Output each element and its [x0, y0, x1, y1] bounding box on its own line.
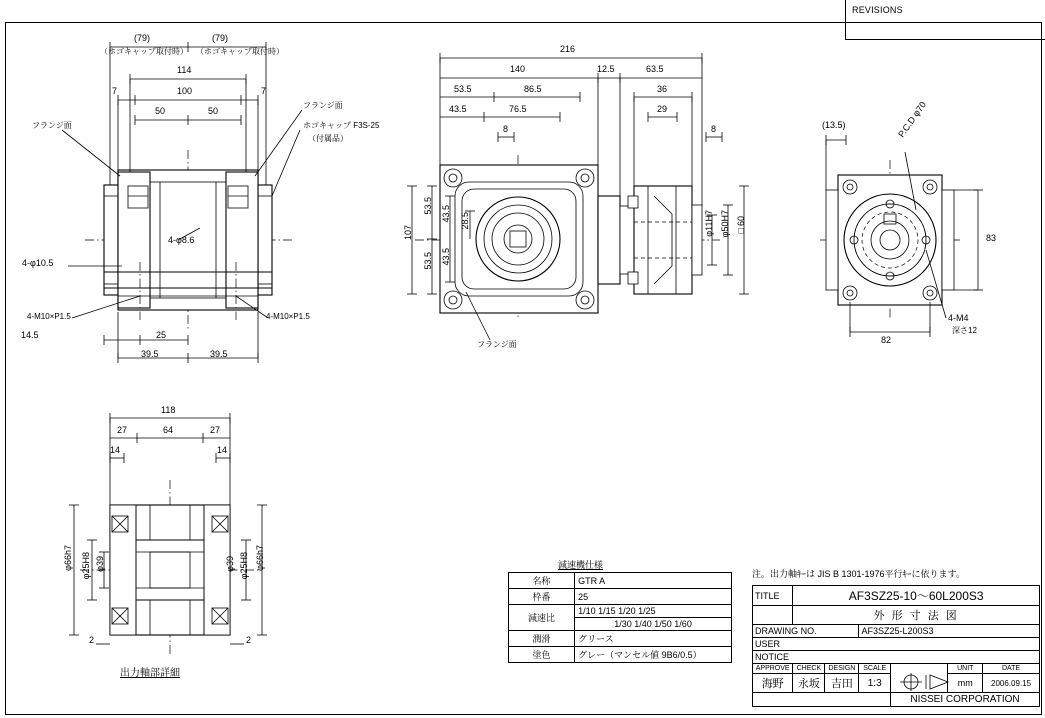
- dim-side-12-5: 12.5: [597, 64, 615, 74]
- dim-side-8-a: 8: [503, 124, 509, 134]
- dim-front-7-left: 7: [112, 86, 118, 96]
- dim-side-phi50h7: φ50H7: [720, 210, 730, 238]
- dim-front-114: 114: [177, 65, 192, 75]
- callout-m10-right: 4-M10×P1.5: [266, 312, 310, 321]
- dim-detail-27-r: 27: [210, 425, 221, 435]
- subtitle-row: [753, 606, 1040, 625]
- view-detail-geometry: [69, 413, 267, 655]
- title-sub: 外 形 寸 法 図: [793, 606, 1040, 625]
- dim-front-50-left: 50: [155, 106, 166, 116]
- detail-caption: 出力軸部詳細: [120, 668, 180, 679]
- dim-front-100: 100: [177, 86, 193, 96]
- callout-flange-left: フランジ面: [32, 121, 72, 130]
- table-row: [509, 647, 732, 663]
- title-label-spacer: [753, 606, 793, 625]
- dim-side-43-5-t: 43.5: [441, 205, 451, 223]
- spec-value-0: GTR A: [575, 573, 732, 589]
- title-label: TITLE: [753, 586, 793, 606]
- dim-side-43-5: 43.5: [449, 104, 467, 114]
- revisions-label: REVISIONS: [852, 5, 903, 15]
- spec-value-1: 25: [575, 589, 732, 605]
- dim-detail-14-l: 14: [110, 445, 121, 455]
- dim-front-39-5-r: 39.5: [210, 349, 228, 359]
- scale-label: SCALE: [859, 664, 891, 674]
- dim-detail-phi25h8-r: φ25H8: [239, 552, 249, 580]
- dim-side-53-5: 53.5: [454, 84, 472, 94]
- dim-detail-64: 64: [163, 425, 174, 435]
- dim-side-86-5: 86.5: [524, 84, 542, 94]
- dim-front-4-phi8-6: 4-φ8.6: [168, 235, 195, 245]
- unit-label: UNIT: [948, 664, 983, 674]
- spec-caption: 減速機仕様: [558, 560, 604, 570]
- key-note: 注。出力軸ｷｰは JIS B 1301-1976平行ｷｰに依ります。: [752, 569, 965, 579]
- spec-value-5: グレー（マンセル値 9B6/0.5）: [575, 647, 732, 663]
- scale-value: 1:3: [859, 674, 891, 693]
- dim-detail-phi39-l: φ39: [95, 556, 105, 572]
- dim-front-7-right: 7: [261, 86, 267, 96]
- dim-side-43-5-b: 43.5: [441, 248, 451, 266]
- note-cap-left: （ホゴキャップ取付時）: [100, 47, 188, 56]
- spec-value-3: 1/30 1/40 1/50 1/60: [575, 618, 732, 631]
- dim-side-53-5-b: 53.5: [423, 252, 433, 270]
- dim-front-50-right: 50: [208, 106, 219, 116]
- notice-label: NOTICE: [753, 651, 1040, 664]
- notice-row: [753, 651, 1040, 664]
- dim-end-82: 82: [881, 335, 892, 345]
- unit-value: mm: [948, 674, 983, 693]
- dim-side-107: 107: [403, 225, 413, 241]
- dim-front-14-5: 14.5: [21, 330, 39, 340]
- check-value: 永坂: [793, 674, 825, 693]
- drawing-no-value: AF3SZ25-L200S3: [859, 625, 1040, 638]
- dim-side-140: 140: [510, 64, 526, 74]
- dim-detail-14-r: 14: [217, 445, 228, 455]
- dim-side-53-5-t: 53.5: [423, 197, 433, 215]
- date-value: 2006.09.15: [983, 674, 1040, 693]
- dim-end-pcd: P.C.D φ70: [896, 99, 929, 140]
- dim-detail-2-r: 2: [246, 635, 252, 645]
- drawing-no-label: DRAWING NO.: [753, 625, 859, 638]
- dim-side-28-5: 28.5: [460, 212, 470, 230]
- dim-side-8-b: 8: [711, 124, 717, 134]
- table-row: [509, 631, 732, 647]
- spec-table: [508, 572, 732, 663]
- table-row: [509, 573, 732, 589]
- design-label: DESIGN: [825, 664, 859, 674]
- spec-value-4: グリース: [575, 631, 732, 647]
- dim-end-4-m4: 4-M4: [948, 313, 969, 323]
- dim-side-36: 36: [657, 84, 668, 94]
- dim-front-25: 25: [156, 330, 167, 340]
- signature-header-row: [753, 664, 1040, 674]
- dim-end-depth12: 深さ12: [952, 326, 977, 335]
- dim-detail-phi66h7-l: φ66h7: [63, 545, 73, 571]
- dim-front-79-left: (79): [134, 33, 151, 43]
- dim-side-76-5: 76.5: [509, 104, 527, 114]
- projection-cell: [890, 664, 948, 693]
- callout-m10-left: 4-M10×P1.5: [27, 312, 71, 321]
- dim-front-79-right: (79): [212, 33, 229, 43]
- dim-detail-phi39-r: φ39: [225, 556, 235, 572]
- spec-label-1: 枠番: [509, 589, 575, 605]
- callout-hogo-cap: ホゴキャップ F3S-25: [303, 121, 380, 130]
- dim-front-4-phi10-5: 4-φ10.5: [22, 258, 54, 268]
- view-side-geometry: [407, 53, 749, 340]
- dim-detail-27-l: 27: [117, 425, 128, 435]
- view-end-geometry: [820, 135, 983, 337]
- callout-flange-right: フランジ面: [303, 101, 343, 110]
- company-spacer: [753, 693, 891, 707]
- title-main: AF3SZ25-10～60L200S3: [793, 586, 1040, 606]
- spec-label-2: 減速比: [509, 605, 575, 631]
- dim-side-sq60: □60: [736, 216, 746, 237]
- spec-value-2: 1/10 1/15 1/20 1/25: [575, 605, 732, 618]
- spec-label-5: 塗色: [509, 647, 575, 663]
- table-row: [509, 605, 732, 618]
- dim-end-13-5: (13.5): [822, 120, 846, 130]
- title-row: [753, 586, 1040, 606]
- design-value: 吉田: [825, 674, 859, 693]
- dim-detail-2-l: 2: [89, 635, 95, 645]
- dim-side-29: 29: [657, 104, 668, 114]
- dim-side-63-5: 63.5: [646, 64, 664, 74]
- company-row: [753, 693, 1040, 707]
- callout-hogo-cap-sub: （付属品）: [308, 134, 348, 143]
- dim-front-39-5-l: 39.5: [141, 349, 159, 359]
- approve-value: 海野: [753, 674, 793, 693]
- dim-detail-118: 118: [161, 405, 176, 415]
- table-row: [509, 589, 732, 605]
- spec-label-4: 潤滑: [509, 631, 575, 647]
- callout-side-flange: フランジ面: [477, 340, 517, 349]
- dim-detail-phi66h7-r: φ66h7: [255, 545, 265, 571]
- spec-label-0: 名称: [509, 573, 575, 589]
- date-label: DATE: [983, 664, 1040, 674]
- dim-detail-phi25h8-l: φ25H8: [81, 552, 91, 580]
- dim-end-83: 83: [986, 233, 997, 243]
- title-block: [752, 585, 1040, 707]
- user-row: [753, 638, 1040, 651]
- note-cap-right: （ホゴキャップ取付時）: [196, 47, 284, 56]
- dim-side-216: 216: [560, 44, 576, 54]
- dim-side-phi11h7: φ11H7: [704, 210, 714, 237]
- company-name: NISSEI CORPORATION: [890, 693, 1039, 707]
- drawing-no-row: [753, 625, 1040, 638]
- check-label: CHECK: [793, 664, 825, 674]
- user-label: USER: [753, 638, 1040, 651]
- approve-label: APPROVE: [753, 664, 793, 674]
